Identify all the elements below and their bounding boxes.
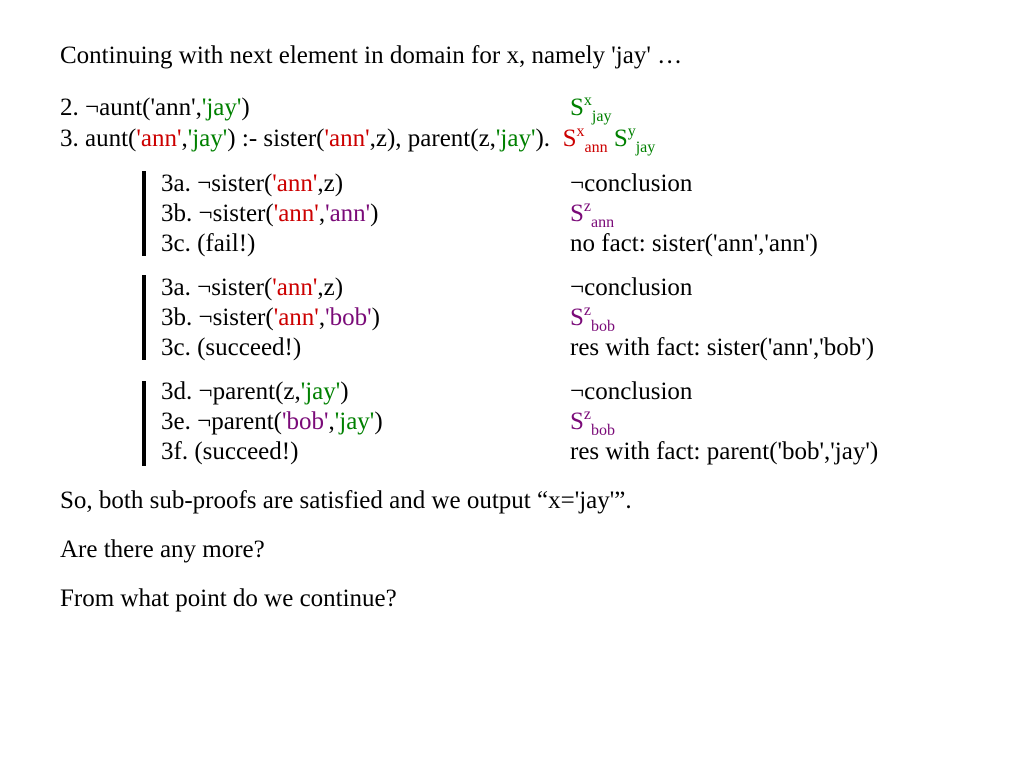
proof-line-3 xyxy=(60,123,656,156)
line3-comma: , xyxy=(181,125,188,152)
line2-substitution xyxy=(570,92,612,125)
block3-d-right: ¬conclusion xyxy=(570,378,693,405)
block3-f-right: res with fact: parent('bob','jay') xyxy=(570,438,879,465)
line2-sub-s: S xyxy=(570,94,584,121)
line2-sub-sup: x xyxy=(583,92,592,109)
line3-part2: ) :- sister( xyxy=(227,125,325,152)
block2-bar xyxy=(142,275,146,360)
line3-sub2: $S^y_{jay}$ xyxy=(613,123,656,156)
block3-d-left: 3d. ¬parent(z,'jay') xyxy=(161,378,349,405)
line3-part3: ,z), parent(z, xyxy=(369,125,496,152)
block3-f-left: 3f. (succeed!) xyxy=(161,438,299,465)
block2-c-right: res with fact: sister('ann','bob') xyxy=(570,334,875,361)
block2-a-right: ¬conclusion xyxy=(570,274,693,301)
block1-a-right: ¬conclusion xyxy=(570,170,693,197)
slide-title: Continuing with next element in domain for x, namely 'jay' … xyxy=(60,42,683,69)
block1-a-left: 3a. ¬sister('ann',z) xyxy=(161,170,344,197)
block1-b-substitution: $S^z_{ann}$ xyxy=(570,198,615,231)
line2-jay: 'jay' xyxy=(201,94,242,121)
proof-line-2 xyxy=(60,94,250,122)
block2-c-left: 3c. (succeed!) xyxy=(161,334,302,361)
block3-e-substitution: $S^z_{bob}$ xyxy=(570,406,616,439)
line2-sub-sub: jay xyxy=(591,108,612,125)
block1-bar xyxy=(142,171,146,256)
line3-ann2: 'ann' xyxy=(324,125,370,152)
line3-jay2: 'jay' xyxy=(495,125,536,152)
line3-sub1: $S^x_{ann}$ xyxy=(562,123,608,156)
question-more: Are there any more? xyxy=(60,536,265,563)
block1-c-right: no fact: sister('ann','ann') xyxy=(570,230,818,257)
line3-ann: 'ann' xyxy=(136,125,182,152)
line2-prefix: 2. ¬aunt('ann', xyxy=(60,94,202,121)
block2-b-substitution: $S^z_{bob}$ xyxy=(570,302,616,335)
block2-b-left: 3b. ¬sister('ann','bob') xyxy=(161,304,380,331)
line2-suffix: ) xyxy=(241,94,250,121)
block3-e-left: 3e. ¬parent('bob','jay') xyxy=(161,408,383,435)
block2-a-left: 3a. ¬sister('ann',z) xyxy=(161,274,344,301)
line3-part1: 3. aunt( xyxy=(60,125,137,152)
block1-c-left: 3c. (fail!) xyxy=(161,230,256,257)
block3-bar xyxy=(142,381,146,466)
block1-b-left: 3b. ¬sister('ann','ann') xyxy=(161,200,379,227)
line3-part4: ). xyxy=(535,125,551,152)
line3-jay: 'jay' xyxy=(187,125,228,152)
question-continue: From what point do we continue? xyxy=(60,585,397,612)
conclusion-text: So, both sub-proofs are satisfied and we output “x='jay'”. xyxy=(60,487,632,514)
